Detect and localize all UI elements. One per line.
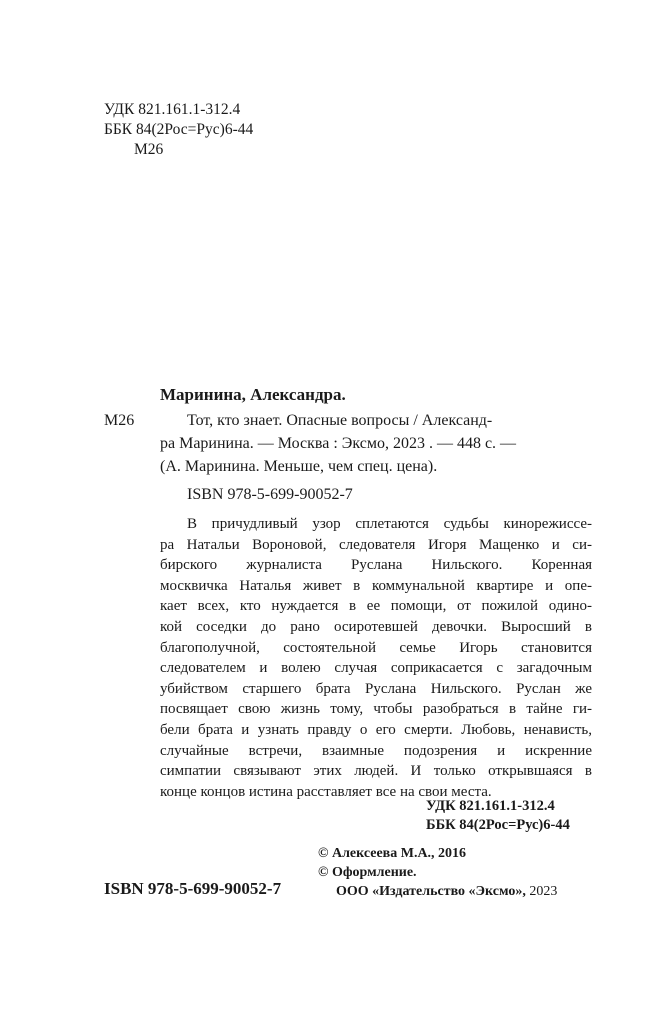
entry-isbn: ISBN 978-5-699-90052-7 xyxy=(187,486,353,503)
annotation-line: кой соседки до рано осиротевшей девочки. Выросший в xyxy=(160,618,592,635)
annotation xyxy=(160,514,592,802)
annotation-line: бели брата и узнать правду о его смерти. Любовь, ненависть, xyxy=(160,721,592,738)
footer-udk: УДК 821.161.1-312.4 xyxy=(426,798,555,814)
entry-code: М26 xyxy=(104,412,135,429)
copyright-author: © Алексеева М.А., 2016 xyxy=(318,846,467,861)
entry-line: (А. Маринина. Меньше, чем спец. цена). xyxy=(160,458,438,475)
author-heading: Маринина, Александра. xyxy=(160,385,346,404)
annotation-line: москвичка Наталья живет в коммунальной квартире и опе- xyxy=(160,577,592,594)
publisher-year: 2023 xyxy=(525,884,558,899)
entry-line: ра Маринина. — Москва : Эксмо, 2023 . — 448 с. — xyxy=(160,435,517,452)
annotation-line: убийством старшего брата Руслана Нильского. Руслан же xyxy=(160,680,592,697)
copyright-design: © Оформление. xyxy=(318,865,417,880)
publisher-name: ООО «Издательство «Эксмо», xyxy=(336,884,526,899)
annotation-line: В причудливый узор сплетаются судьбы кинорежиссе- xyxy=(187,516,592,532)
annotation-line: случайные встречи, взаимные подозрения и искренние xyxy=(160,742,592,759)
annotation-line: ра Натальи Вороновой, следователя Игоря Мащенко и си- xyxy=(160,536,592,553)
annotation-line: конце концов истина расставляет все на свои места. xyxy=(160,783,492,800)
annotation-line: кает всех, кто нуждается в ее помощи, от пожилой одино- xyxy=(160,598,592,615)
header-udk: УДК 821.161.1-312.4 xyxy=(104,101,241,118)
footer-bbk: ББК 84(2Рос=Рус)6-44 xyxy=(426,817,570,833)
header-code: М26 xyxy=(134,141,164,158)
entry-line: Тот, кто знает. Опасные вопросы / Александ- xyxy=(187,412,493,429)
annotation-line: благополучной, состоятельной семье Игорь становится xyxy=(160,639,592,656)
copyright-publisher xyxy=(336,882,557,901)
isbn-large: ISBN 978-5-699-90052-7 xyxy=(104,879,282,898)
annotation-line: симпатии связывают этих людей. И только открывшаяся в xyxy=(160,763,592,780)
annotation-line: бирского журналиста Руслана Нильского. Коренная xyxy=(160,557,592,574)
header-bbk: ББК 84(2Рос=Рус)6-44 xyxy=(104,121,254,138)
annotation-line: следователем и волею случая соприкасается с загадочным xyxy=(160,660,592,677)
annotation-line: посвящает свою жизнь тому, чтобы разобраться в тайне ги- xyxy=(160,701,592,718)
